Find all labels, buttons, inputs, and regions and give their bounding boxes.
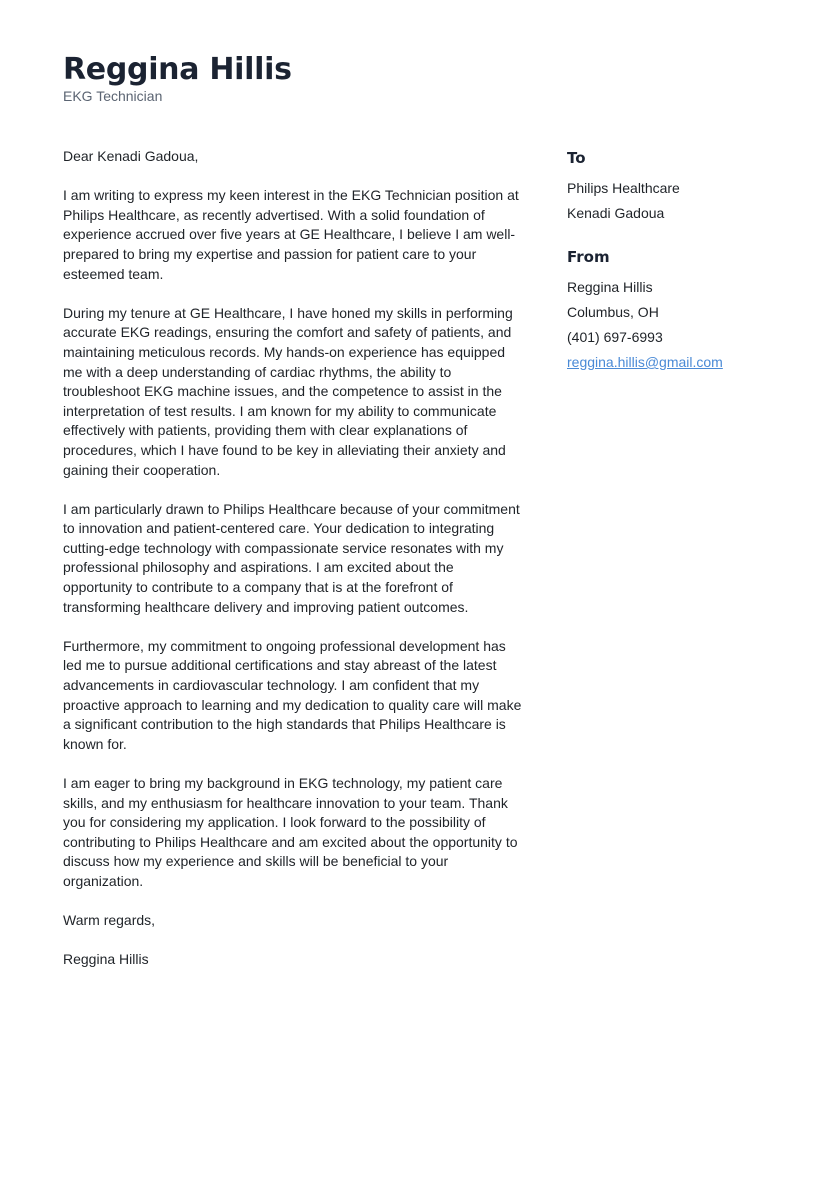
to-heading: To [567, 149, 586, 167]
paragraph-3: I am particularly drawn to Philips Healthcare because of your commitment to innovation and patient-centered care. Your dedication to integrating cutting-edge technology with compassionate service resonates with my professional philosophy and aspirations. I am excited about the opportunity to contribute to a company that is at the forefront of transforming healthcare delivery and improving patient outcomes. [63, 500, 520, 615]
sender-phone: (401) 697-6993 [567, 329, 663, 345]
recipient-name: Kenadi Gadoua [567, 205, 665, 221]
recipient-company: Philips Healthcare [567, 180, 680, 196]
sender-email-line [567, 350, 797, 375]
sender-name: Reggina Hillis [567, 279, 653, 295]
to-section [567, 148, 797, 226]
paragraph-2: During my tenure at GE Healthcare, I have honed my skills in performing accurate EKG readings, ensuring the comfort and safety of patients, and maintaining meticulous records. My hands-on experience has equipped me with a deep understanding of cardiac rhythms, the ability to troubleshoot EKG machine issues, and the competence to assist in the interpretation of test results. I am known for my ability to communicate effectively with patients, providing them with clear explanations of procedures, which I have found to be key in alleviating their anxiety and gaining their cooperation. [63, 304, 513, 478]
sender-location: Columbus, OH [567, 304, 659, 320]
closing: Warm regards, [63, 912, 156, 929]
from-heading: From [567, 248, 610, 266]
applicant-name: Reggina Hillis [63, 52, 292, 87]
contact-sidebar [567, 148, 797, 396]
from-section [567, 247, 797, 375]
letter-body [63, 147, 525, 990]
signature: Reggina Hillis [63, 951, 149, 968]
applicant-role: EKG Technician [63, 88, 163, 104]
sender-email-link[interactable]: regginа.hillis@gmail.com [567, 354, 723, 370]
paragraph-5: I am eager to bring my background in EKG technology, my patient care skills, and my enthusiasm for healthcare innovation to your team. Thank you for considering my application. I look forward to the possibility of contributing to Philips Healthcare and am excited about the opportunity to discuss how my experience and skills will be beneficial to your organization. [63, 775, 518, 889]
header [63, 52, 292, 104]
paragraph-1: I am writing to express my keen interest in the EKG Technician position at Philips Healthcare, as recently advertised. With a solid foundation of experience accrued over five years at GE Healthcare, I believe I am well-prepared to bring my expertise and passion for patient care to your esteemed team. [63, 187, 519, 282]
paragraph-4: Furthermore, my commitment to ongoing professional development has led me to pursue additional certifications and stay abreast of the latest advancements in cardiovascular technology. I am confident that my proactive approach to learning and my dedication to quality care will make a significant contribution to the high standards that Philips Healthcare is known for. [63, 637, 522, 752]
salutation: Dear Kenadi Gadoua, [63, 148, 199, 164]
